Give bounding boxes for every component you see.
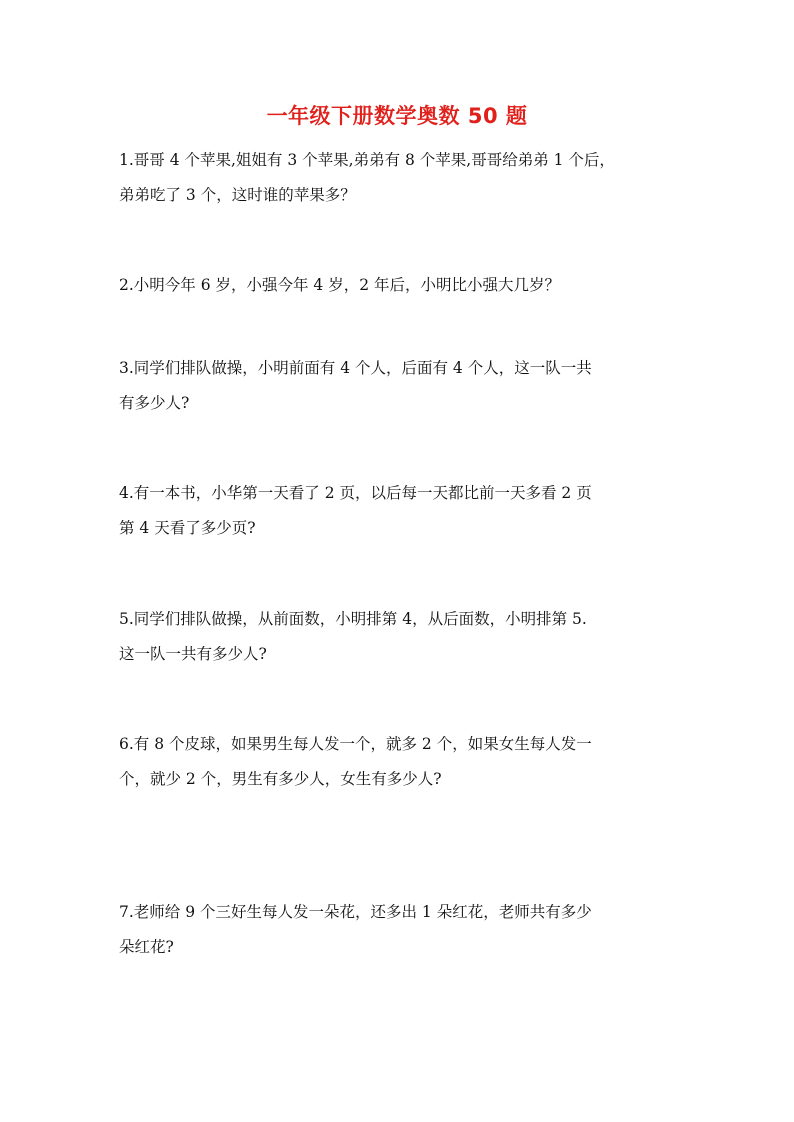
question-line: 弟弟吃了 3 个，这时谁的苹果多？ <box>119 186 356 204</box>
question-line: 4.有一本书，小华第一天看了 2 页，以后每一天都比前一天多看 2 页 <box>119 484 592 502</box>
question-line: 朵红花? <box>119 938 174 956</box>
question-line: 第 4 天看了多少页? <box>119 519 256 537</box>
question-line: 6.有 8 个皮球，如果男生每人发一个，就多 2 个，如果女生每人发一 <box>119 735 592 753</box>
question-line: 2.小明今年 6 岁，小强今年 4 岁，2 年后，小明比小强大几岁？ <box>119 276 561 294</box>
question-line: 3.同学们排队做操，小明前面有 4 个人，后面有 4 个人，这一队一共 <box>119 359 592 377</box>
question-line: 7.老师给 9 个三好生每人发一朵花，还多出 1 朵红花，老师共有多少 <box>119 903 592 921</box>
question-2 <box>119 268 675 303</box>
question-line: 这一队一共有多少人? <box>119 645 267 663</box>
question-line: 个，就少 2 个，男生有多少人，女生有多少人? <box>119 770 442 788</box>
question-4 <box>119 476 675 546</box>
document-title: 一年级下册数学奥数 50 题 <box>266 104 528 128</box>
question-line: 有多少人? <box>119 394 190 412</box>
question-7 <box>119 895 675 965</box>
question-1 <box>119 143 675 213</box>
question-line: 5.同学们排队做操，从前面数，小明排第 4，从后面数，小明排第 5. <box>119 610 587 628</box>
question-5 <box>119 602 675 672</box>
question-line: 1.哥哥 4 个苹果,姐姐有 3 个苹果,弟弟有 8 个苹果,哥哥给弟弟 1 个后， <box>119 151 615 169</box>
question-3 <box>119 351 675 421</box>
question-6 <box>119 727 675 797</box>
